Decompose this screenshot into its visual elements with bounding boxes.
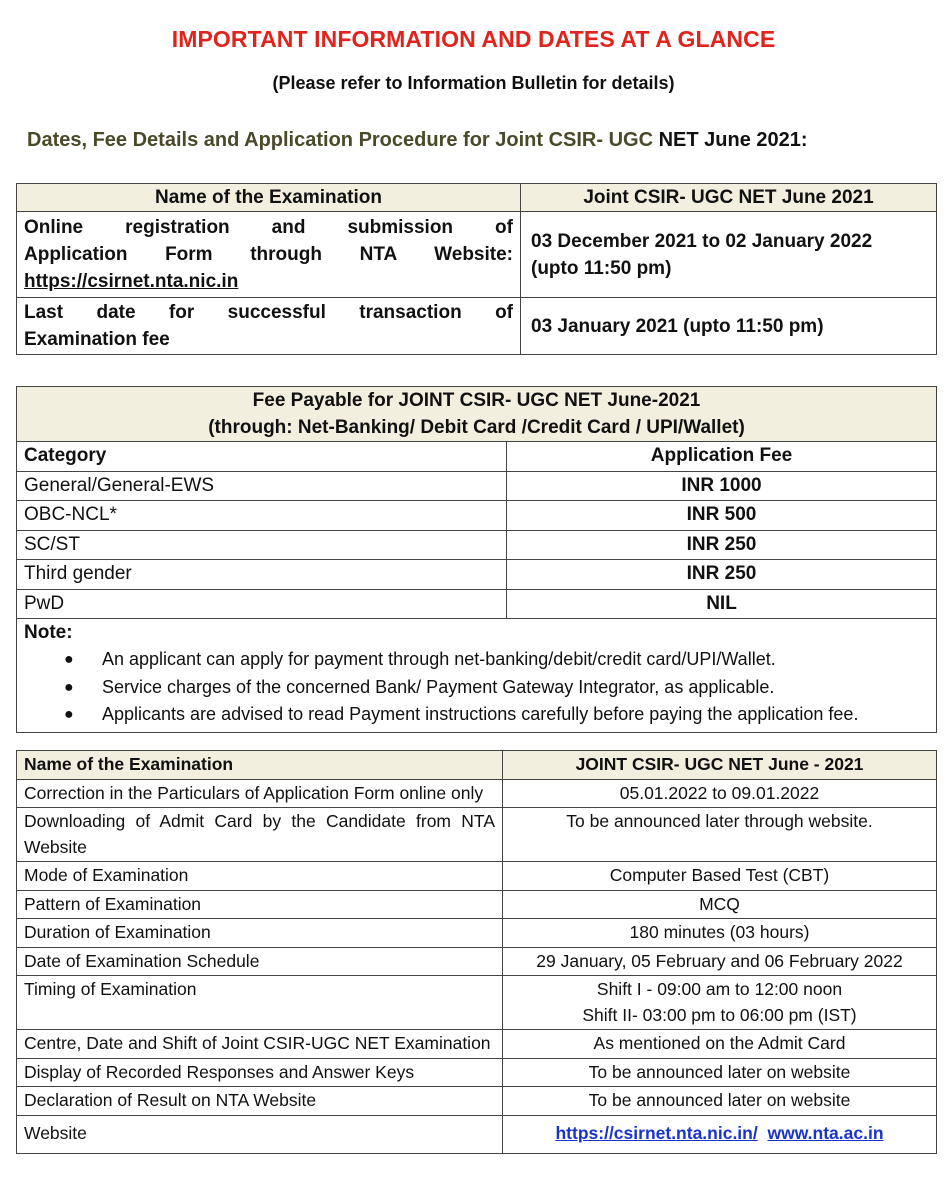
- registration-label-line1: Online registration and submission of: [24, 217, 513, 238]
- table-row: [17, 298, 937, 355]
- registration-deadline-time: (upto 11:50 pm): [531, 257, 672, 279]
- fee-notes: [17, 619, 937, 733]
- fee-transaction-value: 03 January 2021 (upto 11:50 pm): [521, 298, 937, 355]
- fee-transaction-label-line2: Examination fee: [24, 329, 170, 350]
- schedule-value: To be announced later through website.: [503, 808, 937, 862]
- table-row: [17, 212, 937, 298]
- shift-one-timing: Shift I - 09:00 am to 12:00 noon: [596, 979, 843, 999]
- schedule-label: Downloading of Admit Card by the Candidate from NTA Website: [17, 808, 503, 862]
- shift-two-timing: Shift II- 03:00 pm to 06:00 pm (IST): [582, 1004, 857, 1025]
- schedule-value: [503, 976, 937, 1030]
- schedule-label: Display of Recorded Responses and Answer Keys: [17, 1058, 503, 1087]
- fee-table: [16, 386, 937, 733]
- fee-cell: INR 250: [507, 560, 937, 590]
- category-cell: PwD: [17, 589, 507, 619]
- section-heading-prefix: Dates, Fee Details and Application Procedure for Joint CSIR- UGC: [27, 129, 659, 151]
- bullet-icon: ●: [64, 651, 74, 668]
- exam-schedule-table: [16, 750, 937, 1154]
- list-item: [64, 674, 929, 702]
- table-row: [17, 1115, 937, 1153]
- schedule-label: Mode of Examination: [17, 862, 503, 891]
- table-row: [17, 530, 937, 560]
- fee-table-title: [17, 387, 937, 442]
- bullet-icon: ●: [64, 706, 74, 723]
- registration-dates-table: [16, 183, 937, 355]
- schedule-label: Pattern of Examination: [17, 890, 503, 919]
- category-cell: SC/ST: [17, 530, 507, 560]
- schedule-label: Timing of Examination: [17, 976, 503, 1030]
- nta-link[interactable]: www.nta.ac.in: [767, 1123, 884, 1144]
- schedule-value: As mentioned on the Admit Card: [503, 1030, 937, 1059]
- section-heading-suffix: NET June 2021:: [658, 129, 808, 151]
- bullet-icon: ●: [64, 678, 74, 696]
- fee-table-title-line1: Fee Payable for JOINT CSIR- UGC NET June-2021: [252, 390, 701, 411]
- table1-header-left: Name of the Examination: [17, 184, 521, 212]
- fee-cell: INR 250: [507, 530, 937, 560]
- note-text: An applicant can apply for payment through net-banking/debit/credit card/UPI/Wallet.: [102, 649, 776, 669]
- fee-cell: INR 1000: [507, 471, 937, 501]
- note-text: Service charges of the concerned Bank/ Payment Gateway Integrator, as applicable.: [102, 676, 775, 697]
- schedule-label: Correction in the Particulars of Application Form online only: [17, 779, 503, 808]
- registration-value: [521, 212, 937, 298]
- note-list: [24, 646, 929, 729]
- table-row: [17, 589, 937, 619]
- table1-header-right: Joint CSIR- UGC NET June 2021: [521, 184, 937, 212]
- fee-column-header: Application Fee: [507, 442, 937, 472]
- fee-cell: NIL: [507, 589, 937, 619]
- table3-header-right: JOINT CSIR- UGC NET June - 2021: [503, 751, 937, 780]
- fee-cell: INR 500: [507, 501, 937, 531]
- fee-transaction-label: [17, 298, 521, 355]
- website-label: Website: [17, 1115, 503, 1153]
- category-cell: Third gender: [17, 560, 507, 590]
- registration-dates: 03 December 2021 to 02 January 2022: [531, 230, 873, 252]
- note-text: Applicants are advised to read Payment instructions carefully before paying the application fee.: [102, 704, 859, 724]
- table-row: [17, 808, 937, 862]
- registration-label: [17, 212, 521, 298]
- section-heading: [27, 129, 808, 152]
- table-row: [17, 919, 937, 948]
- schedule-value: 29 January, 05 February and 06 February 2022: [503, 947, 937, 976]
- registration-label-line2: Application Form through NTA Website:: [24, 244, 513, 265]
- csirnet-website-link[interactable]: https://csirnet.nta.nic.in: [24, 271, 239, 292]
- table-row: [17, 560, 937, 590]
- table-row: [17, 1030, 937, 1059]
- table-row: [17, 976, 937, 1030]
- table-row: [17, 1058, 937, 1087]
- page-subtitle: (Please refer to Information Bulletin for details): [272, 73, 675, 93]
- table-row: [17, 779, 937, 808]
- fee-transaction-label-line1: Last date for successful transaction of: [24, 302, 513, 323]
- table-row: [17, 947, 937, 976]
- schedule-value: To be announced later on website: [503, 1087, 937, 1116]
- list-item: [64, 701, 929, 729]
- schedule-value: Computer Based Test (CBT): [503, 862, 937, 891]
- csirnet-link[interactable]: https://csirnet.nta.nic.in/: [555, 1123, 758, 1144]
- table-row: [17, 862, 937, 891]
- table-row: [17, 890, 937, 919]
- table-row: [17, 501, 937, 531]
- schedule-label: Declaration of Result on NTA Website: [17, 1087, 503, 1116]
- schedule-label: Date of Examination Schedule: [17, 947, 503, 976]
- category-column-header: Category: [17, 442, 507, 472]
- list-item: [64, 646, 929, 674]
- category-cell: OBC-NCL*: [17, 501, 507, 531]
- schedule-value: 180 minutes (03 hours): [503, 919, 937, 948]
- note-title: Note:: [24, 622, 73, 643]
- schedule-value: MCQ: [503, 890, 937, 919]
- table-row: [17, 1087, 937, 1116]
- table-row: [17, 471, 937, 501]
- schedule-label: Duration of Examination: [17, 919, 503, 948]
- schedule-label: Centre, Date and Shift of Joint CSIR-UGC NET Examination: [17, 1030, 503, 1059]
- schedule-value: To be announced later on website: [503, 1058, 937, 1087]
- website-links: [503, 1115, 937, 1153]
- table3-header-left: Name of the Examination: [17, 751, 503, 780]
- page-title: IMPORTANT INFORMATION AND DATES AT A GLANCE: [171, 26, 776, 52]
- fee-table-title-line2: (through: Net-Banking/ Debit Card /Credit Card / UPI/Wallet): [208, 417, 745, 438]
- schedule-value: 05.01.2022 to 09.01.2022: [503, 779, 937, 808]
- category-cell: General/General-EWS: [17, 471, 507, 501]
